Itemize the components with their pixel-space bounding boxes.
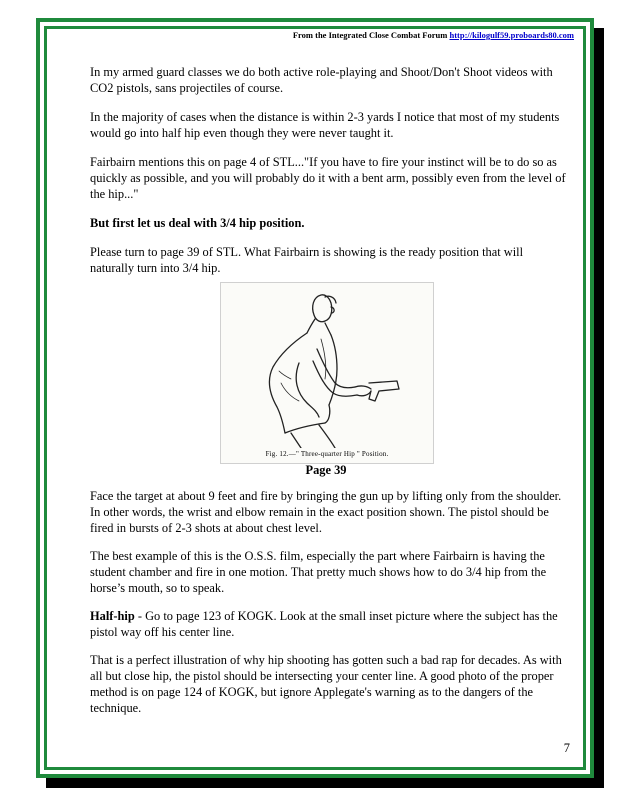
section-heading: But first let us deal with 3/4 hip position.	[90, 216, 305, 230]
half-hip-heading: Half-hip	[90, 609, 135, 623]
paragraph: Please turn to page 39 of STL. What Fairbairn is showing is the ready position that will naturally turn into 3/4 hip.	[90, 245, 524, 275]
page-number: 7	[563, 741, 570, 755]
paragraph: In my armed guard classes we do both active role-playing and Shoot/Don't Shoot videos with CO2 pistols, sans projectiles of course.	[90, 65, 553, 95]
paragraph: Face the target at about 9 feet and fire by bringing the gun up by lifting only from the shoulder. In other words, the wrist and elbow remain in the exact position shown. The pistol should be fired in bursts of 2-3 shots at about chest level.	[90, 489, 562, 535]
figure-caption: Fig. 12.—" Three-quarter Hip " Position.	[265, 450, 389, 458]
figure-drawing	[221, 283, 433, 448]
paragraph-half-hip	[90, 608, 568, 640]
figure-label: Page 39	[305, 463, 347, 477]
paragraph: In the majority of cases when the distance is within 2-3 yards I notice that most of my students would go into half hip even though they were never taught it.	[90, 110, 560, 140]
paragraph: The best example of this is the O.S.S. film, especially the part where Fairbairn is having the student chamber and fire in one motion. That pretty much shows how to do 3/4 hip from the horse’s mouth, so to speak.	[90, 549, 547, 595]
paragraph: That is a perfect illustration of why hip shooting has gotten such a bad rap for decades. As with all but close hip, the pistol should be intersecting your center line. A good photo of the proper method is on page 124 of KOGK, but ignore Applegate's warning as to the dangers of the technique.	[90, 653, 562, 715]
header-source: From the Integrated Close Combat Forum	[292, 30, 448, 40]
paragraph: Fairbairn mentions this on page 4 of STL..."If you have to fire your instinct will be to do so as quickly as possible, and you will probably do it with a bent arm, possibly even from the level of the hip..."	[90, 155, 566, 201]
body-text-top	[90, 64, 568, 289]
page-header	[293, 30, 574, 40]
body-text-bottom	[90, 488, 568, 728]
illustration-three-quarter-hip	[220, 282, 434, 464]
half-hip-text: - Go to page 123 of KOGK. Look at the small inset picture where the subject has the pistol way off his center line.	[90, 609, 558, 639]
forum-link[interactable]: http://kilogulf59.proboards80.com	[449, 30, 574, 40]
